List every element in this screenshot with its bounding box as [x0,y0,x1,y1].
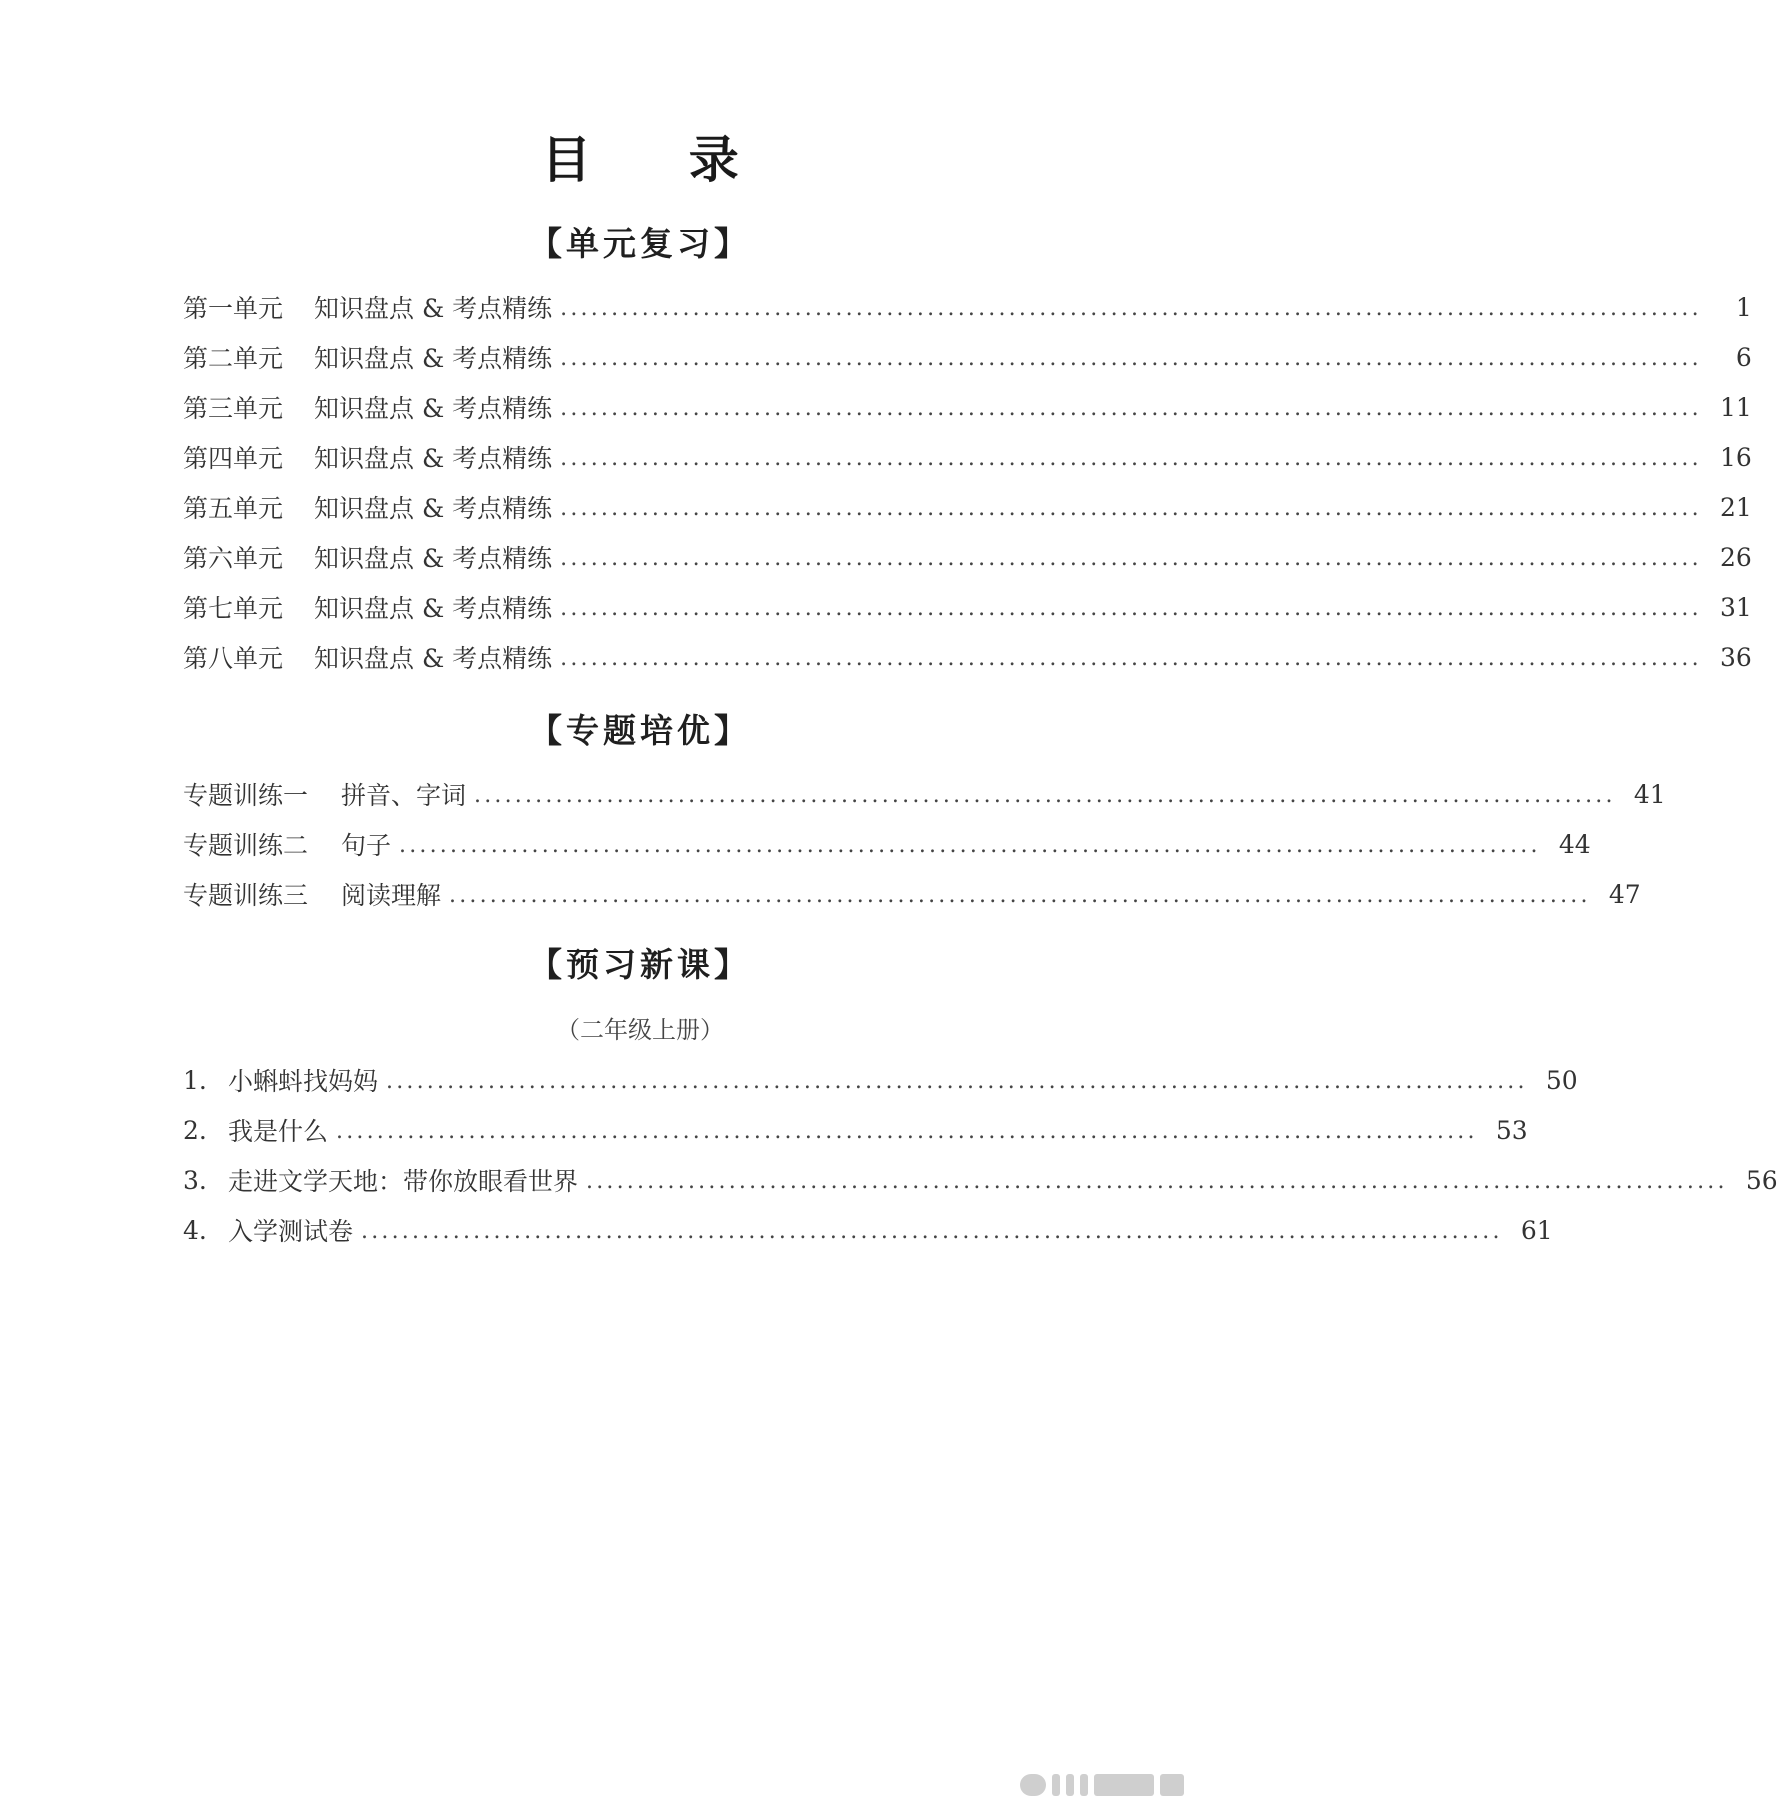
toc-topic: 句子 [341,831,392,860]
toc-page-number: 47 [1608,879,1641,909]
toc-topic: 知识盘点 & 考点精练 [314,544,553,573]
leader-dots: ................................................................................................................ [560,345,1702,371]
toc-page-number: 53 [1495,1115,1528,1145]
leader-dots: ................................................................................................................ [361,1218,1503,1244]
toc-page-number: 41 [1633,779,1666,809]
toc-unit-label: 第六单元 [183,544,284,573]
toc-page-number: 31 [1719,592,1752,622]
toc-page-number: 6 [1735,342,1752,372]
toc-item-number: 2. [183,1115,207,1145]
section-subheading: （二年级上册） [556,1016,724,1044]
toc-topic: 知识盘点 & 考点精练 [314,444,553,473]
toc-item-number: 4. [183,1215,207,1245]
toc-unit-label: 第七单元 [183,594,284,623]
toc-row[interactable] [183,437,1752,477]
toc-row[interactable] [183,287,1752,327]
toc-unit-label: 专题训练一 [183,781,309,810]
leader-dots: ................................................................................................................ [474,782,1616,808]
leader-dots: ................................................................................................................ [560,395,1702,421]
toc-topic: 知识盘点 & 考点精练 [314,294,553,323]
toc-topic: 我是什么 [228,1117,329,1146]
toc-row[interactable] [183,1210,1553,1250]
toc-item-number: 1. [183,1065,207,1095]
section-heading-unit-review: 【单元复习】 [529,224,751,263]
section-heading-special-topics: 【专题培优】 [529,711,751,750]
page-title: 目 录 [541,131,779,189]
toc-unit-label: 第三单元 [183,394,284,423]
toc-topic: 入学测试卷 [228,1217,354,1246]
toc-topic: 知识盘点 & 考点精练 [314,344,553,373]
toc-unit-label: 第八单元 [183,644,284,673]
toc-topic: 走进文学天地：带你放眼看世界 [228,1167,579,1196]
toc-unit-label: 第五单元 [183,494,284,523]
toc-row[interactable] [183,537,1752,577]
leader-dots: ................................................................................................................ [560,445,1702,471]
leader-dots: ................................................................................................................ [560,295,1702,321]
toc-unit-label: 专题训练二 [183,831,309,860]
section-heading-preview-lessons: 【预习新课】 [529,945,751,984]
toc-topic: 阅读理解 [341,881,442,910]
toc-topic: 知识盘点 & 考点精练 [314,594,553,623]
toc-topic: 拼音、字词 [341,781,467,810]
toc-row[interactable] [183,1110,1528,1150]
leader-dots: ................................................................................................................ [586,1168,1728,1194]
toc-unit-label: 专题训练三 [183,881,309,910]
leader-dots: ................................................................................................................ [560,645,1702,671]
leader-dots: ................................................................................................................ [560,495,1702,521]
toc-page-number: 36 [1719,642,1752,672]
toc-topic: 知识盘点 & 考点精练 [314,494,553,523]
toc-row[interactable] [183,1160,1778,1200]
leader-dots: ................................................................................................................ [560,595,1702,621]
toc-unit-label: 第四单元 [183,444,284,473]
toc-page-number: 16 [1719,442,1752,472]
toc-row[interactable] [183,487,1752,527]
toc-page-number: 56 [1745,1165,1778,1195]
toc-row[interactable] [183,874,1641,914]
leader-dots: ................................................................................................................ [386,1068,1528,1094]
toc-page-number: 11 [1719,392,1752,422]
toc-page-number: 1 [1735,292,1752,322]
watermark-logo [1020,1770,1250,1800]
toc-topic: 知识盘点 & 考点精练 [314,644,553,673]
toc-row[interactable] [183,337,1752,377]
toc-page-number: 44 [1558,829,1591,859]
leader-dots: ................................................................................................................ [449,882,1591,908]
toc-row[interactable] [183,824,1591,864]
toc-row[interactable] [183,637,1752,677]
toc-row[interactable] [183,774,1666,814]
toc-page-number: 50 [1545,1065,1578,1095]
toc-topic: 知识盘点 & 考点精练 [314,394,553,423]
toc-unit-label: 第一单元 [183,294,284,323]
toc-unit-label: 第二单元 [183,344,284,373]
toc-row[interactable] [183,1060,1578,1100]
leader-dots: ................................................................................................................ [336,1118,1478,1144]
toc-page-number: 26 [1719,542,1752,572]
toc-topic: 小蝌蚪找妈妈 [228,1067,379,1096]
leader-dots: ................................................................................................................ [399,832,1541,858]
toc-page-number: 21 [1719,492,1752,522]
leader-dots: ................................................................................................................ [560,545,1702,571]
toc-page-number: 61 [1520,1215,1553,1245]
toc-row[interactable] [183,387,1752,427]
toc-row[interactable] [183,587,1752,627]
toc-item-number: 3. [183,1165,207,1195]
